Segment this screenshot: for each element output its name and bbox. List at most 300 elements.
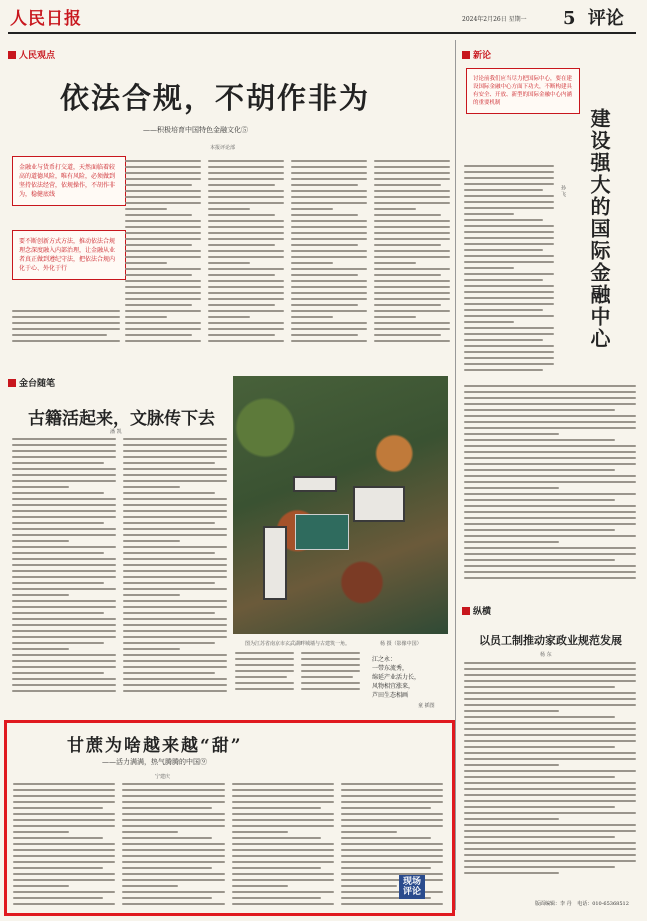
- text-line: [464, 541, 559, 543]
- text-line: [12, 534, 116, 536]
- text-line: [374, 250, 450, 252]
- text-line: [464, 523, 636, 525]
- text-line: [341, 789, 443, 791]
- text-line: [301, 682, 360, 684]
- text-line: [125, 208, 167, 210]
- highlight-subhead: ——活力满满，热气腾腾的中国⑨: [102, 758, 207, 766]
- text-line: [12, 678, 116, 680]
- text-line: [208, 208, 250, 210]
- text-line: [125, 238, 201, 240]
- text-line: [125, 286, 201, 288]
- text-line: [291, 298, 367, 300]
- text-line: [374, 298, 450, 300]
- text-line: [341, 849, 443, 851]
- text-line: [12, 456, 116, 458]
- text-line: [13, 795, 115, 797]
- text-line: [13, 783, 115, 785]
- kicker-square-icon: [8, 379, 16, 387]
- text-line: [12, 600, 116, 602]
- text-line: [123, 660, 227, 662]
- vertical-headline: 建设强大的国际金融中心: [587, 108, 611, 350]
- text-line: [464, 830, 636, 832]
- text-line: [125, 268, 201, 270]
- text-line: [208, 262, 250, 264]
- text-line: [13, 825, 115, 827]
- text-line: [122, 891, 224, 893]
- text-line: [12, 540, 69, 542]
- text-line: [12, 654, 116, 656]
- text-line: [12, 486, 69, 488]
- text-line: [341, 807, 431, 809]
- poem-line: 绵延产业活力长，: [372, 674, 421, 681]
- text-line: [464, 818, 559, 820]
- text-line: [123, 468, 227, 470]
- kicker-label: 人民观点: [19, 51, 56, 61]
- text-line: [291, 178, 367, 180]
- text-line: [208, 214, 275, 216]
- text-line: [464, 195, 554, 197]
- text-line: [12, 690, 116, 692]
- text-line: [232, 813, 334, 815]
- text-line: [374, 184, 441, 186]
- text-line: [291, 334, 358, 336]
- text-line: [123, 690, 227, 692]
- masthead-rule: [8, 32, 636, 34]
- text-line: [12, 558, 116, 560]
- text-line: [301, 670, 360, 672]
- text-line: [291, 292, 367, 294]
- text-line: [464, 674, 636, 676]
- text-line: [208, 202, 284, 204]
- text-line: [125, 196, 201, 198]
- text-line: [464, 391, 636, 393]
- text-line: [208, 328, 284, 330]
- text-line: [123, 564, 227, 566]
- text-line: [464, 291, 554, 293]
- text-line: [12, 334, 107, 336]
- text-line: [291, 214, 358, 216]
- text-line: [122, 903, 224, 905]
- text-line: [208, 292, 284, 294]
- text-line: [208, 244, 275, 246]
- text-line: [12, 564, 116, 566]
- text-line: [12, 462, 104, 464]
- footer-phone: 电话：010-65368512: [577, 901, 629, 907]
- text-line: [123, 504, 227, 506]
- photo-building: [353, 486, 405, 522]
- text-line: [291, 250, 367, 252]
- text-line: [464, 189, 543, 191]
- text-line: [464, 728, 636, 730]
- text-line: [464, 752, 636, 754]
- text-line: [12, 504, 116, 506]
- text-line: [374, 214, 441, 216]
- text-line: [464, 499, 615, 501]
- text-line: [208, 286, 284, 288]
- photo-caption: 图为江苏省南京市玄武湖畔城墙与古建筑一角。: [245, 641, 351, 647]
- text-line: [464, 860, 636, 862]
- text-line: [464, 698, 636, 700]
- text-line: [291, 316, 333, 318]
- text-line: [464, 439, 615, 441]
- text-line: [12, 594, 69, 596]
- text-line: [464, 403, 636, 405]
- text-line: [122, 843, 224, 845]
- pull-quote-2: 要不断创新方式方法，推动依法合规理念深度融入内部治理，让金融从业者真正做到遵纪守法，把依法合规内化于心、外化于行: [12, 230, 126, 280]
- text-line: [341, 795, 443, 797]
- text-line: [12, 546, 116, 548]
- text-line: [123, 576, 227, 578]
- text-line: [125, 244, 192, 246]
- text-line: [232, 855, 334, 857]
- text-line: [374, 244, 441, 246]
- text-line: [232, 837, 322, 839]
- text-line: [13, 801, 115, 803]
- text-line: [12, 648, 69, 650]
- text-line: [291, 202, 367, 204]
- text-line: [232, 897, 322, 899]
- text-line: [208, 304, 275, 306]
- article-headline: 依法合规，不胡作非为: [60, 81, 371, 115]
- newspaper-logo: 人民日报: [10, 9, 82, 29]
- text-line: [13, 891, 115, 893]
- text-line: [208, 322, 284, 324]
- text-line: [122, 789, 224, 791]
- text-line: [291, 262, 333, 264]
- text-line: [123, 654, 227, 656]
- text-line: [122, 795, 224, 797]
- photo-building: [293, 476, 337, 492]
- text-line: [464, 315, 554, 317]
- section-name: 评论: [587, 8, 624, 29]
- text-line: [464, 824, 636, 826]
- text-line: [464, 662, 636, 664]
- text-line: [464, 710, 559, 712]
- kicker-label: 新论: [473, 51, 492, 61]
- text-line: [123, 570, 227, 572]
- text-line: [464, 327, 554, 329]
- kicker-new-discussion: [462, 48, 491, 61]
- poem-line: 一带东流秀，: [372, 665, 409, 672]
- text-line: [123, 438, 227, 440]
- text-line: [374, 322, 450, 324]
- kicker-square-icon: [462, 51, 470, 59]
- poem-box: [372, 655, 420, 700]
- text-line: [208, 334, 275, 336]
- text-line: [123, 546, 227, 548]
- text-line: [12, 582, 104, 584]
- text-line: [464, 369, 543, 371]
- text-line: [208, 178, 284, 180]
- text-line: [464, 201, 554, 203]
- text-line: [464, 812, 636, 814]
- text-line: [374, 178, 450, 180]
- right-pull-quote: 讨论前我们应当尽力把国际中心，要在建设国际金融中心方面下功夫，不断构建具有安全、开放、新型的国际金融中心内涵的重要机制: [466, 68, 580, 114]
- text-line: [122, 849, 224, 851]
- text-line: [464, 445, 636, 447]
- text-line: [464, 345, 554, 347]
- text-line: [13, 837, 103, 839]
- text-line: [464, 547, 636, 549]
- text-line: [123, 684, 227, 686]
- text-line: [125, 316, 167, 318]
- text-line: [208, 232, 284, 234]
- text-line: [464, 553, 636, 555]
- text-line: [301, 658, 360, 660]
- text-line: [13, 855, 115, 857]
- text-line: [291, 232, 367, 234]
- text-line: [464, 243, 554, 245]
- text-line: [125, 250, 201, 252]
- text-line: [13, 897, 103, 899]
- text-line: [464, 433, 559, 435]
- right-body-lower: [464, 385, 636, 585]
- text-line: [374, 256, 450, 258]
- text-line: [123, 672, 215, 674]
- text-line: [125, 184, 192, 186]
- article-body-1: [125, 160, 450, 350]
- kicker-label: 金台随笔: [19, 379, 56, 389]
- text-line: [291, 160, 367, 162]
- text-line: [232, 843, 334, 845]
- text-line: [123, 450, 227, 452]
- text-line: [123, 636, 227, 638]
- text-line: [464, 207, 554, 209]
- text-line: [464, 397, 636, 399]
- text-line: [123, 630, 227, 632]
- text-line: [464, 854, 636, 856]
- text-line: [464, 237, 554, 239]
- text-line: [12, 636, 116, 638]
- text-line: [464, 740, 636, 742]
- text-line: [123, 552, 215, 554]
- text-line: [208, 340, 284, 342]
- text-line: [12, 576, 116, 578]
- text-line: [464, 183, 554, 185]
- text-line: [123, 522, 215, 524]
- text-line: [123, 618, 227, 620]
- text-line: [232, 819, 334, 821]
- text-line: [341, 831, 397, 833]
- page-label: [563, 4, 624, 30]
- text-line: [291, 280, 367, 282]
- text-line: [125, 166, 201, 168]
- text-line: [122, 867, 212, 869]
- kicker-square-icon: [8, 51, 16, 59]
- text-line: [341, 855, 443, 857]
- text-line: [12, 606, 116, 608]
- text-line: [464, 782, 636, 784]
- text-line: [13, 789, 115, 791]
- text-line: [301, 676, 353, 678]
- garden-photo: [233, 376, 448, 634]
- text-line: [235, 688, 294, 690]
- text-line: [12, 328, 120, 330]
- text-line: [374, 274, 441, 276]
- text-line: [464, 571, 636, 573]
- text-line: [464, 225, 554, 227]
- text-line: [208, 316, 250, 318]
- text-line: [464, 517, 636, 519]
- text-line: [235, 682, 294, 684]
- text-line: [341, 885, 397, 887]
- text-line: [341, 819, 443, 821]
- text-line: [208, 250, 284, 252]
- text-line: [374, 238, 450, 240]
- text-line: [12, 492, 104, 494]
- text-line: [122, 855, 224, 857]
- text-line: [232, 789, 334, 791]
- text-line: [125, 328, 201, 330]
- text-line: [122, 885, 178, 887]
- text-line: [291, 286, 367, 288]
- footer-editor: 版面编辑：李 丹: [535, 901, 572, 907]
- text-line: [464, 529, 615, 531]
- text-line: [341, 891, 443, 893]
- text-line: [374, 340, 450, 342]
- text-line: [12, 510, 116, 512]
- text-line: [123, 594, 180, 596]
- text-line: [12, 684, 116, 686]
- text-line: [464, 249, 543, 251]
- text-line: [12, 322, 120, 324]
- text-line: [125, 232, 201, 234]
- right-body-2: [464, 662, 636, 880]
- text-line: [291, 268, 367, 270]
- text-line: [464, 309, 543, 311]
- text-line: [341, 825, 443, 827]
- kicker-jintai: [8, 376, 55, 389]
- text-line: [232, 903, 334, 905]
- text-line: [12, 310, 120, 312]
- text-line: [235, 664, 294, 666]
- text-line: [123, 588, 227, 590]
- text-line: [13, 843, 115, 845]
- text-line: [374, 196, 450, 198]
- text-line: [374, 280, 450, 282]
- text-line: [122, 873, 224, 875]
- text-line: [232, 783, 334, 785]
- text-line: [464, 231, 554, 233]
- text-line: [122, 783, 224, 785]
- text-line: [13, 867, 103, 869]
- text-line: [291, 166, 367, 168]
- text-line: [232, 885, 288, 887]
- text-line: [123, 612, 215, 614]
- text-line: [464, 385, 636, 387]
- text-line: [464, 475, 636, 477]
- poem-title: 江之永：: [372, 656, 397, 663]
- text-line: [464, 165, 554, 167]
- text-line: [125, 310, 201, 312]
- text-line: [123, 606, 227, 608]
- text-line: [13, 849, 115, 851]
- page-number: 5: [563, 8, 576, 29]
- text-line: [123, 444, 227, 446]
- kicker-label: 纵横: [473, 607, 492, 617]
- text-line: [125, 262, 167, 264]
- text-line: [464, 704, 636, 706]
- text-line: [464, 333, 554, 335]
- text-line: [464, 409, 615, 411]
- text-line: [291, 226, 367, 228]
- text-line: [232, 807, 322, 809]
- text-line: [235, 652, 294, 654]
- text-line: [13, 885, 69, 887]
- text-line: [291, 256, 367, 258]
- text-line: [232, 879, 334, 881]
- text-line: [464, 487, 559, 489]
- text-line: [374, 268, 450, 270]
- essay-body: [12, 438, 227, 698]
- text-line: [291, 238, 367, 240]
- text-line: [123, 516, 227, 518]
- text-line: [464, 848, 636, 850]
- text-line: [464, 177, 554, 179]
- text-line: [122, 825, 224, 827]
- text-line: [464, 303, 554, 305]
- right-author: 孙 飞: [560, 185, 566, 197]
- text-line: [232, 825, 334, 827]
- essay-body-lower: [235, 652, 360, 698]
- text-line: [12, 528, 116, 530]
- text-line: [464, 457, 636, 459]
- highlight-body: [13, 783, 443, 909]
- text-line: [291, 184, 358, 186]
- text-line: [341, 783, 443, 785]
- kicker-zongheng: [462, 604, 491, 617]
- text-line: [464, 213, 514, 215]
- text-line: [341, 801, 443, 803]
- text-line: [123, 510, 227, 512]
- text-line: [291, 328, 367, 330]
- text-line: [12, 618, 116, 620]
- text-line: [125, 274, 192, 276]
- text-line: [123, 480, 227, 482]
- text-line: [464, 463, 636, 465]
- text-line: [464, 421, 636, 423]
- text-line: [208, 226, 284, 228]
- text-line: [235, 658, 294, 660]
- text-line: [464, 746, 615, 748]
- text-line: [123, 498, 227, 500]
- text-line: [208, 274, 275, 276]
- text-line: [12, 624, 116, 626]
- highlighted-article: [4, 720, 455, 916]
- text-line: [464, 788, 636, 790]
- text-line: [301, 688, 360, 690]
- text-line: [341, 873, 443, 875]
- right-headline-2: 以员工制推动家政业规范发展: [479, 634, 622, 647]
- photo-building: [263, 526, 287, 600]
- text-line: [464, 577, 636, 579]
- text-line: [12, 570, 116, 572]
- text-line: [341, 867, 431, 869]
- text-line: [123, 528, 227, 530]
- text-line: [464, 505, 636, 507]
- text-line: [125, 280, 201, 282]
- text-line: [464, 794, 636, 796]
- text-line: [12, 316, 120, 318]
- right-author-2: 杨 东: [540, 652, 552, 658]
- text-line: [13, 873, 115, 875]
- kicker-square-icon: [462, 607, 470, 615]
- text-line: [12, 340, 120, 342]
- text-line: [464, 427, 636, 429]
- text-line: [301, 664, 360, 666]
- text-line: [374, 202, 450, 204]
- text-line: [374, 286, 450, 288]
